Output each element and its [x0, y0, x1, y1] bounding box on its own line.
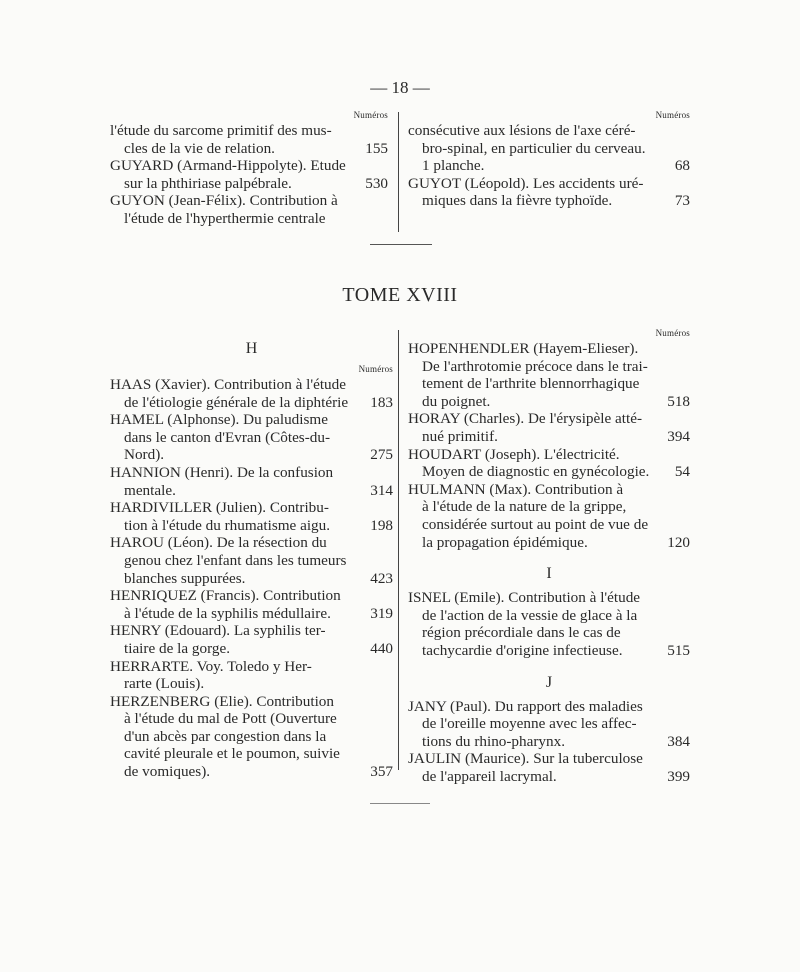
entry-text: HENRY (Edouard). La syphilis ter-	[110, 622, 326, 640]
entry-text: tion à l'étude du rhumatisme aigu.	[124, 516, 331, 534]
entry-line	[110, 192, 388, 210]
entry-line	[110, 446, 393, 464]
entry-text: HORAY (Charles). De l'érysipèle atté-	[408, 410, 642, 428]
entry-line	[408, 463, 690, 481]
entry-line	[110, 411, 393, 429]
entry-line	[110, 175, 388, 193]
entry-text: consécutive aux lésions de l'axe céré-	[408, 122, 636, 139]
entry-line	[110, 122, 388, 140]
entry-line	[110, 429, 393, 447]
entry-text: du poignet.	[422, 392, 491, 410]
main-right-j-entries	[408, 698, 690, 786]
entry-text: cavité pleurale et le poumon, suivie	[124, 745, 340, 763]
entry-text: bro-spinal, en particulier du cerveau.	[422, 139, 646, 157]
entry-number: 530	[365, 174, 388, 192]
entry-text: miques dans la fièvre typhoïde.	[422, 192, 613, 210]
section-separator	[370, 244, 432, 245]
letter-heading-i: I	[546, 565, 552, 583]
entry-line	[110, 140, 388, 158]
entry-text: nué primitif.	[422, 427, 498, 445]
index-entry	[110, 411, 393, 464]
entry-number: 198	[370, 516, 393, 534]
entry-number: 68	[674, 157, 690, 175]
entry-line	[110, 622, 393, 640]
index-entry	[110, 622, 393, 657]
main-right-h-entries	[408, 340, 690, 551]
entry-text: HAAS (Xavier). Contribution à l'étude	[110, 376, 346, 393]
entry-text: JAULIN (Maurice). Sur la tuberculose	[408, 750, 643, 768]
entry-text: la propagation épidémique.	[422, 533, 588, 551]
entry-number: 518	[667, 392, 690, 410]
entry-text: d'un abcès par congestion dans la	[124, 727, 327, 745]
entry-line	[110, 552, 393, 570]
entry-text: de l'étiologie générale de la diphtérie	[124, 393, 349, 411]
column-divider-top	[398, 112, 399, 232]
index-entry	[408, 122, 690, 175]
entry-text: genou chez l'enfant dans les tumeurs	[124, 551, 347, 569]
entry-number: 394	[667, 427, 690, 445]
entry-line	[408, 358, 690, 376]
entry-line	[408, 192, 690, 210]
entry-text: de l'oreille moyenne avec les affec-	[422, 715, 637, 733]
entry-text: HAMEL (Alphonse). Du paludisme	[110, 411, 328, 429]
numeros-label: Numéros	[655, 328, 690, 338]
entry-line	[110, 517, 393, 535]
entry-number: 73	[674, 192, 690, 210]
entry-line	[110, 464, 393, 482]
entry-line	[408, 175, 690, 193]
entry-line	[110, 605, 393, 623]
entry-number: 357	[370, 763, 393, 781]
entry-text: à l'étude du mal de Pott (Ouverture	[124, 710, 337, 728]
entry-line	[110, 728, 393, 746]
entry-text: considérée surtout au point de vue de	[422, 515, 649, 533]
entry-line	[408, 393, 690, 411]
index-entry	[110, 157, 388, 192]
entry-number: 54	[674, 463, 690, 481]
entry-line	[110, 640, 393, 658]
entry-line	[408, 624, 690, 642]
entry-text: à l'étude de la nature de la grippe,	[422, 498, 627, 516]
entry-line	[408, 768, 690, 786]
entry-line	[408, 642, 690, 660]
entry-text: HULMANN (Max). Contribution à	[408, 480, 624, 498]
letter-heading-h: H	[245, 340, 258, 357]
entry-number: 515	[667, 641, 690, 659]
top-right-column	[408, 110, 690, 210]
entry-line	[110, 710, 393, 728]
numeros-label: Numéros	[358, 364, 393, 374]
entry-text: HAROU (Léon). De la résection du	[110, 534, 327, 552]
entry-line	[110, 693, 393, 711]
entry-text: cles de la vie de relation.	[124, 139, 275, 157]
entry-text: ISNEL (Emile). Contribution à l'étude	[408, 589, 641, 607]
index-entry	[408, 589, 690, 659]
entry-line	[408, 589, 690, 607]
entry-line	[110, 658, 393, 676]
entry-line	[110, 376, 393, 394]
entry-text: HANNION (Henri). De la confusion	[110, 463, 334, 481]
entry-line	[110, 210, 388, 228]
entry-text: GUYARD (Armand-Hippolyte). Etude	[110, 157, 346, 175]
entry-text: HOUDART (Joseph). L'électricité.	[408, 445, 620, 463]
index-entry	[110, 192, 388, 227]
entry-text: GUYON (Jean-Félix). Contribution à	[110, 192, 338, 210]
entry-text: mentale.	[124, 481, 176, 499]
entry-text: HENRIQUEZ (Francis). Contribution	[110, 587, 341, 605]
index-entry	[110, 376, 393, 411]
index-entry	[110, 658, 393, 693]
index-entry	[110, 499, 393, 534]
index-entry	[408, 410, 690, 445]
entry-line	[110, 534, 393, 552]
entry-number: 183	[370, 393, 393, 411]
entry-text: HERZENBERG (Elie). Contribution	[110, 692, 334, 710]
entry-text: à l'étude de la syphilis médullaire.	[124, 604, 331, 622]
entry-line	[110, 157, 388, 175]
footer-rule	[370, 803, 430, 804]
index-entry	[110, 464, 393, 499]
entry-line	[110, 570, 393, 588]
top-right-entries	[408, 122, 690, 210]
entry-line	[408, 750, 690, 768]
entry-text: Nord).	[124, 446, 165, 464]
entry-text: De l'arthrotomie précoce dans le trai-	[422, 357, 648, 375]
entry-line	[408, 715, 690, 733]
entry-text: JANY (Paul). Du rapport des maladies	[408, 697, 643, 715]
index-entry	[110, 534, 393, 587]
index-entry	[408, 698, 690, 751]
page-number: — 18 —	[370, 78, 430, 97]
main-right-i-entries	[408, 589, 690, 659]
entry-text: de vomiques).	[124, 763, 211, 781]
entry-line	[110, 763, 393, 781]
entry-text: tement de l'arthrite blennorrhagique	[422, 375, 640, 393]
entry-line	[408, 698, 690, 716]
entry-text: HOPENHENDLER (Hayem-Elieser).	[408, 340, 639, 357]
entry-line	[110, 499, 393, 517]
index-entry	[408, 750, 690, 785]
entry-number: 155	[365, 139, 388, 157]
entry-text: rarte (Louis).	[124, 675, 205, 693]
entry-text: l'étude de l'hyperthermie centrale	[124, 209, 326, 227]
entry-text: l'étude du sarcome primitif des mus-	[110, 122, 332, 139]
entry-line	[408, 122, 690, 140]
entry-line	[408, 607, 690, 625]
index-entry	[110, 693, 393, 781]
entry-number: 120	[667, 533, 690, 551]
entry-line	[408, 428, 690, 446]
entry-number: 275	[370, 446, 393, 464]
entry-line	[110, 587, 393, 605]
entry-text: Moyen de diagnostic en gynécologie.	[422, 463, 650, 481]
entry-number: 440	[370, 639, 393, 657]
main-left-column	[110, 340, 393, 781]
entry-text: blanches suppurées.	[124, 569, 246, 587]
entry-number: 384	[667, 732, 690, 750]
entry-number: 314	[370, 481, 393, 499]
entry-text: GUYOT (Léopold). Les accidents uré-	[408, 174, 644, 192]
entry-text: 1 planche.	[422, 157, 485, 175]
entry-line	[408, 157, 690, 175]
entry-line	[110, 394, 393, 412]
entry-line	[408, 410, 690, 428]
entry-text: sur la phthiriase palpébrale.	[124, 174, 292, 192]
entry-line	[408, 733, 690, 751]
entry-line	[408, 375, 690, 393]
entry-text: de l'action de la vessie de glace à la	[422, 606, 638, 624]
tome-title: TOME XVIII	[342, 284, 458, 306]
entry-number: 399	[667, 767, 690, 785]
entry-number: 319	[370, 604, 393, 622]
index-entry	[408, 340, 690, 410]
entry-number: 423	[370, 569, 393, 587]
entry-line	[110, 482, 393, 500]
entry-text: de l'appareil lacrymal.	[422, 767, 557, 785]
entry-line	[408, 481, 690, 499]
entry-line	[408, 516, 690, 534]
numeros-label: Numéros	[655, 110, 690, 120]
index-entry	[408, 446, 690, 481]
index-entry	[408, 481, 690, 551]
entry-line	[408, 340, 690, 358]
entry-line	[408, 534, 690, 552]
entry-text: HERRARTE. Voy. Toledo y Her-	[110, 657, 312, 675]
entry-line	[408, 498, 690, 516]
entry-line	[110, 675, 393, 693]
top-left-entries	[110, 122, 388, 228]
entry-text: tions du rhino-pharynx.	[422, 732, 565, 750]
entry-line	[408, 446, 690, 464]
index-entry	[110, 122, 388, 157]
column-divider-main	[398, 330, 399, 770]
entry-text: région précordiale dans le cas de	[422, 624, 621, 642]
index-entry	[408, 175, 690, 210]
index-entry	[110, 587, 393, 622]
entry-line	[110, 745, 393, 763]
entry-text: tachycardie d'origine infectieuse.	[422, 641, 623, 659]
top-left-column	[110, 110, 388, 228]
main-right-column	[408, 328, 690, 785]
entry-text: dans le canton d'Evran (Côtes-du-	[124, 428, 331, 446]
letter-heading-j: J	[545, 673, 553, 691]
numeros-label: Numéros	[353, 110, 388, 120]
entry-text: HARDIVILLER (Julien). Contribu-	[110, 499, 329, 517]
main-left-entries	[110, 376, 393, 781]
entry-text: tiaire de la gorge.	[124, 639, 230, 657]
entry-line	[408, 140, 690, 158]
